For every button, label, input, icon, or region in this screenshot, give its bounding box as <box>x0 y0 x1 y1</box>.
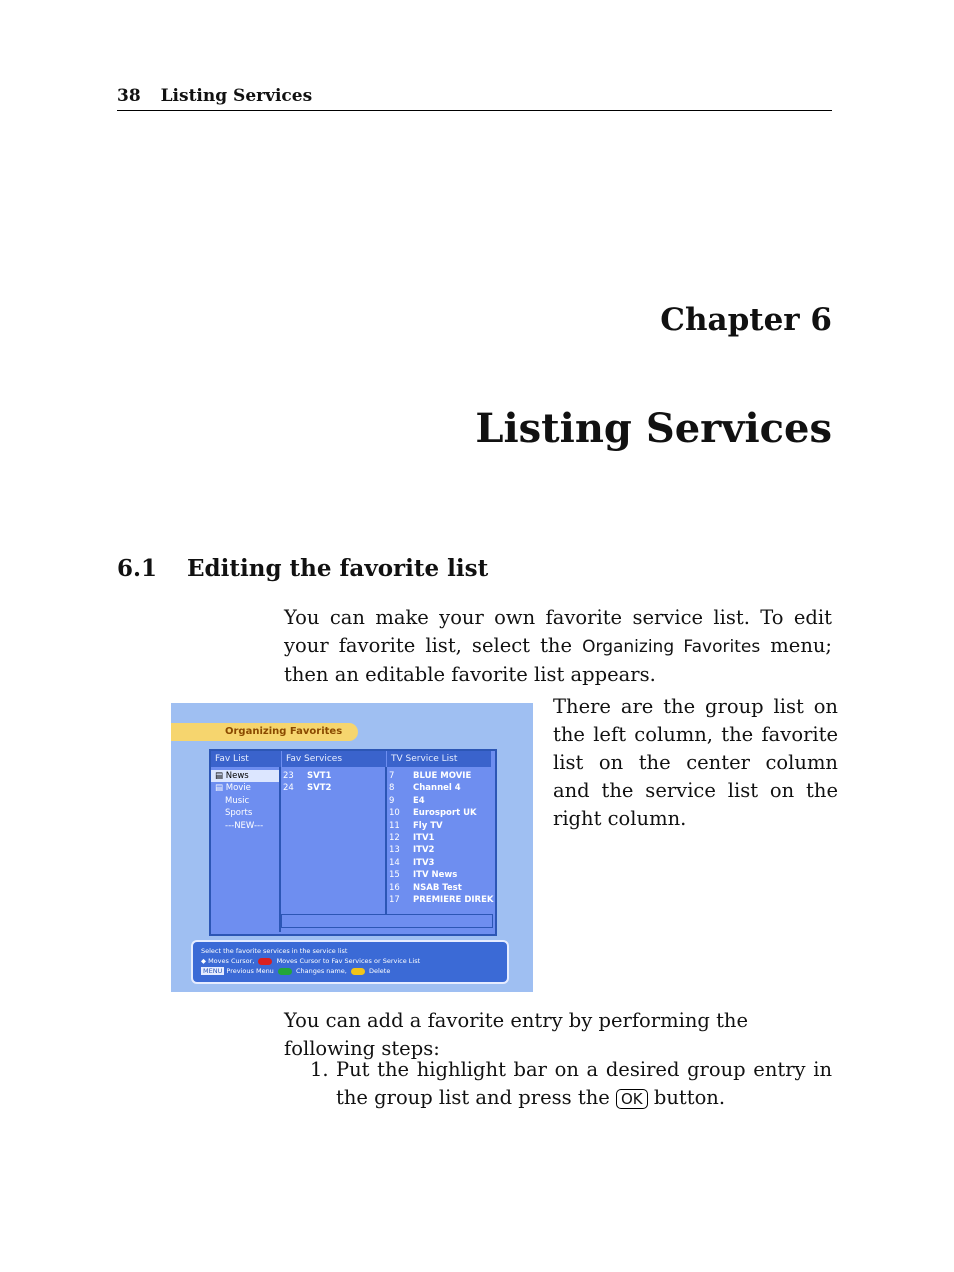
fav-list-item: ---NEW--- <box>225 820 264 831</box>
header-fav-services: Fav Services <box>282 751 386 767</box>
help-text: Delete <box>368 967 391 975</box>
menu-name: Organizing Favorites <box>582 637 761 657</box>
bottom-info-bar <box>281 914 493 928</box>
columns-paragraph: There are the group list on the left column, the favorite list on the center column and the service list on the right column. <box>553 695 838 830</box>
intro-text-b: menu; then an editable favorite list appears. <box>284 634 833 686</box>
fav-list-item: ▤ News <box>211 770 279 782</box>
fav-list-item: Music <box>225 795 250 806</box>
chapter-label: Chapter 6 <box>660 302 832 338</box>
help-box <box>191 940 509 984</box>
intro-paragraph <box>284 604 832 689</box>
step-text-b: button. <box>647 1086 726 1109</box>
fav-list-item: ▤ Movie <box>215 783 251 794</box>
section-heading <box>117 555 488 582</box>
running-header <box>117 86 832 111</box>
header-fav-list: Fav List <box>211 751 281 767</box>
help-text: Moves Cursor to Fav Services or Service List <box>276 957 421 965</box>
tv-service-item: 9 E4 <box>389 795 425 806</box>
running-title: Listing Services <box>160 86 313 106</box>
fav-services-column <box>281 767 387 914</box>
tv-service-item: 15 ITV News <box>389 870 458 881</box>
yellow-key-icon <box>351 968 365 975</box>
page-number: 38 <box>117 86 141 106</box>
green-key-icon <box>278 968 292 975</box>
fav-service-item: 24 SVT2 <box>283 783 332 794</box>
tv-service-item: 7 BLUE MOVIE <box>389 771 472 781</box>
ok-button-glyph: OK <box>616 1089 648 1109</box>
tv-service-item: 8 Channel 4 <box>389 783 461 794</box>
tv-service-item: 16 NSAB Test <box>389 882 462 893</box>
tv-service-item: 10 Eurosport UK <box>389 808 477 819</box>
step-item-1 <box>310 1056 832 1113</box>
fav-service-item: 23 SVT1 <box>283 771 332 781</box>
step-text-a: Put the highlight bar on a desired group entry in the group list and press the <box>336 1058 832 1109</box>
tv-service-item: 12 ITV1 <box>389 832 435 843</box>
section-number: 6.1 <box>117 555 158 582</box>
organizing-favorites-screenshot <box>171 703 533 992</box>
header-tv-service-list: TV Service List <box>387 751 491 767</box>
help-text: Moves Cursor, <box>208 957 255 965</box>
tv-service-item: 11 Fly TV <box>389 820 443 831</box>
help-line: Select the favorite services in the service list <box>201 947 348 955</box>
cursor-icon: ◆ <box>201 957 206 965</box>
fav-list-column <box>211 767 281 932</box>
list-frame <box>209 749 497 936</box>
intro-text-a: You can make your own favorite service list. To edit your favorite list, select the <box>284 606 832 657</box>
fav-list-item: Sports <box>225 808 253 819</box>
step-number: 1. <box>310 1058 329 1081</box>
red-key-icon <box>258 958 272 965</box>
chapter-title: Listing Services <box>475 405 832 452</box>
section-title: Editing the favorite list <box>187 555 489 582</box>
help-text: Changes name, <box>295 967 347 975</box>
tv-service-item: 13 ITV2 <box>389 845 435 856</box>
tv-service-item: 17 PREMIERE DIREK <box>389 894 494 905</box>
screen-banner: Organizing Favorites <box>171 723 358 741</box>
steps-intro: You can add a favorite entry by performing the following steps: <box>284 1009 749 1060</box>
menu-key-icon: MENU <box>203 967 223 975</box>
tv-service-item: 14 ITV3 <box>389 857 435 868</box>
tv-service-column <box>387 767 494 914</box>
help-text: Previous Menu <box>226 967 274 975</box>
